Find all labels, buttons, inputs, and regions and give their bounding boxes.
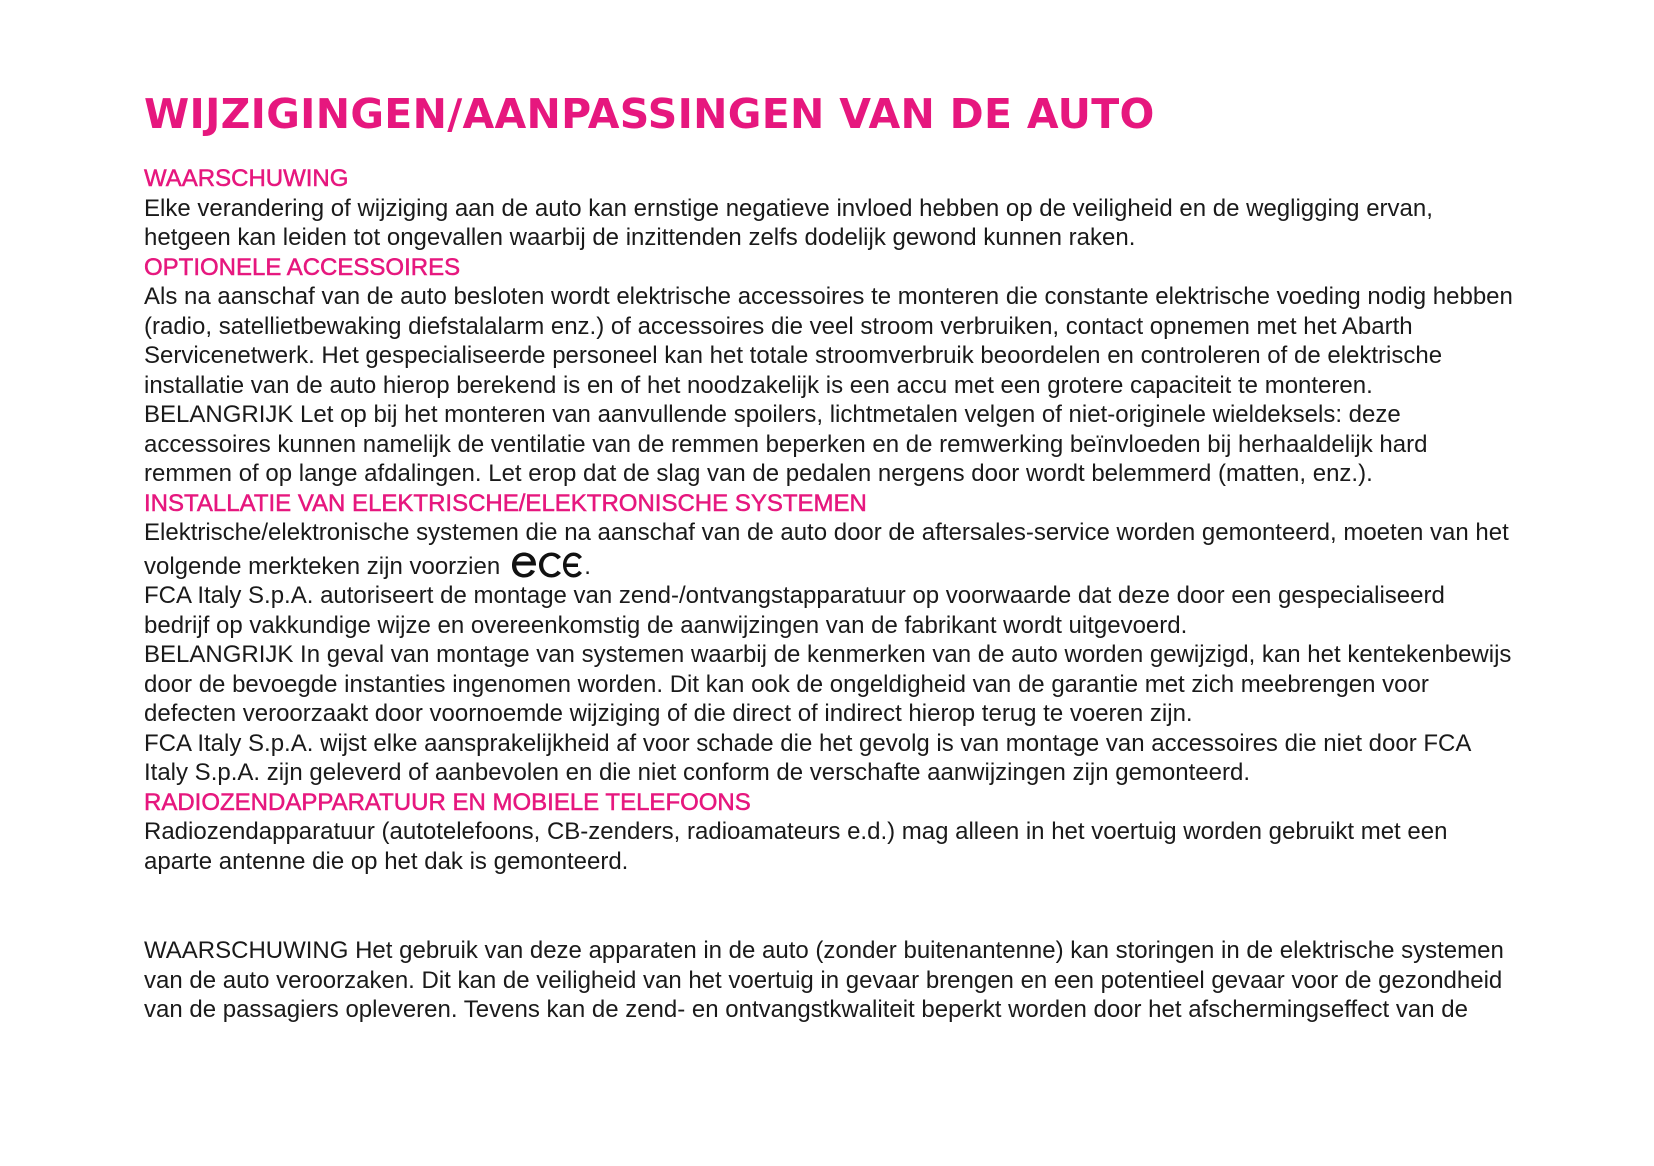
installation-paragraph-1-end: . [584, 552, 591, 580]
installation-paragraph-1-text: Elektrische/elektronische systemen die na aanschaf van de auto door de aftersales-service worden gemonteerd, moeten van het volgende merkteken zijn voorzien [144, 519, 1509, 580]
section-electrical-installation [144, 489, 1514, 788]
section-heading-warning: WAARSCHUWING [144, 165, 349, 192]
section-heading-installation: INSTALLATIE VAN ELEKTRISCHE/ELEKTRONISCHE SYSTEMEN [144, 489, 867, 517]
section-heading-accessories: OPTIONELE ACCESSOIRES [144, 253, 461, 281]
page-title: WIJZIGINGEN/AANPASSINGEN VAN DE AUTO [144, 90, 1155, 138]
section-optional-accessories [144, 253, 1514, 489]
installation-paragraph-1 [144, 518, 1514, 581]
installation-paragraph-2: FCA Italy S.p.A. autoriseert de montage van zend-/ontvangstapparatuur op voorwaarde dat deze door een gespecialiseerd bedrijf op vakkundige wijze en overeenkomstig de aanwijzingen van de fabrikant wordt uitgevoerd. [144, 582, 1445, 639]
warning-paragraph: Elke verandering of wijziging aan de auto kan ernstige negatieve invloed hebben op de veiligheid en de wegligging ervan, hetgeen kan leiden tot ongevallen waarbij de inzittenden zelfs dodelijk gewond kunnen raken. [144, 194, 1433, 251]
accessories-paragraph-1: Als na aanschaf van de auto besloten wordt elektrische accessoires te monteren die constante elektrische voeding nodig hebben (radio, satellietbewaking diefstalalarm enz.) of accessoires die veel stroom verbruiken, contact opnemen met het Abarth Servicenetwerk. Het gespecialiseerde personeel kan het totale stroomverbruik beoordelen en controleren of de elektrische installatie van de auto hierop berekend is en of het noodzakelijk is een accu met een grotere capaciteit te monteren. [144, 283, 1513, 399]
installation-paragraph-4: FCA Italy S.p.A. wijst elke aansprakelijkheid af voor schade die het gevolg is van montage van accessoires die niet door FCA Italy S.p.A. zijn geleverd of aanbevolen en die niet conform de verschafte aanwijzingen zijn gemonteerd. [144, 729, 1471, 786]
e-mark-logo-icon [506, 548, 584, 580]
section-radio-equipment [144, 788, 1514, 1025]
installation-paragraph-3: BELANGRIJK In geval van montage van systemen waarbij de kenmerken van de auto worden gewijzigd, kan het kentekenbewijs door de bevoegde instanties ingenomen worden. Dit kan ook de ongeldigheid van de garantie met zich meebrengen voor defecten veroorzaakt door voornoemde wijziging of die direct of indirect hierop terug te voeren zijn. [144, 641, 1512, 727]
accessories-paragraph-2: BELANGRIJK Let op bij het monteren van aanvullende spoilers, lichtmetalen velgen of niet-originele wieldeksels: deze accessoires kunnen namelijk de ventilatie van de remmen beperken en de remwerking beïnvloeden bij herhaaldelijk hard remmen of op lange afdalingen. Let erop dat de slag van de pedalen nergens door wordt belemmerd (matten, enz.). [144, 401, 1428, 487]
section-warning [144, 164, 1514, 253]
radio-paragraph-2: WAARSCHUWING Het gebruik van deze apparaten in de auto (zonder buitenantenne) kan storingen in de elektrische systemen van de auto veroorzaken. Dit kan de veiligheid van het voertuig in gevaar brengen en een potentieel gevaar voor de gezondheid van de passagiers opleveren. Tevens kan de zend- en ontvangstkwaliteit beperkt worden door het afschermingseffect van de [144, 937, 1504, 1023]
document-page [144, 88, 1514, 1025]
radio-paragraph-1: Radiozendapparatuur (autotelefoons, CB-zenders, radioamateurs e.d.) mag alleen in het voertuig worden gebruikt met een aparte antenne die op het dak is gemonteerd. [144, 818, 1448, 875]
paragraph-spacer [144, 876, 1514, 936]
section-heading-radio: RADIOZENDAPPARATUUR EN MOBIELE TELEFOONS [144, 788, 751, 816]
